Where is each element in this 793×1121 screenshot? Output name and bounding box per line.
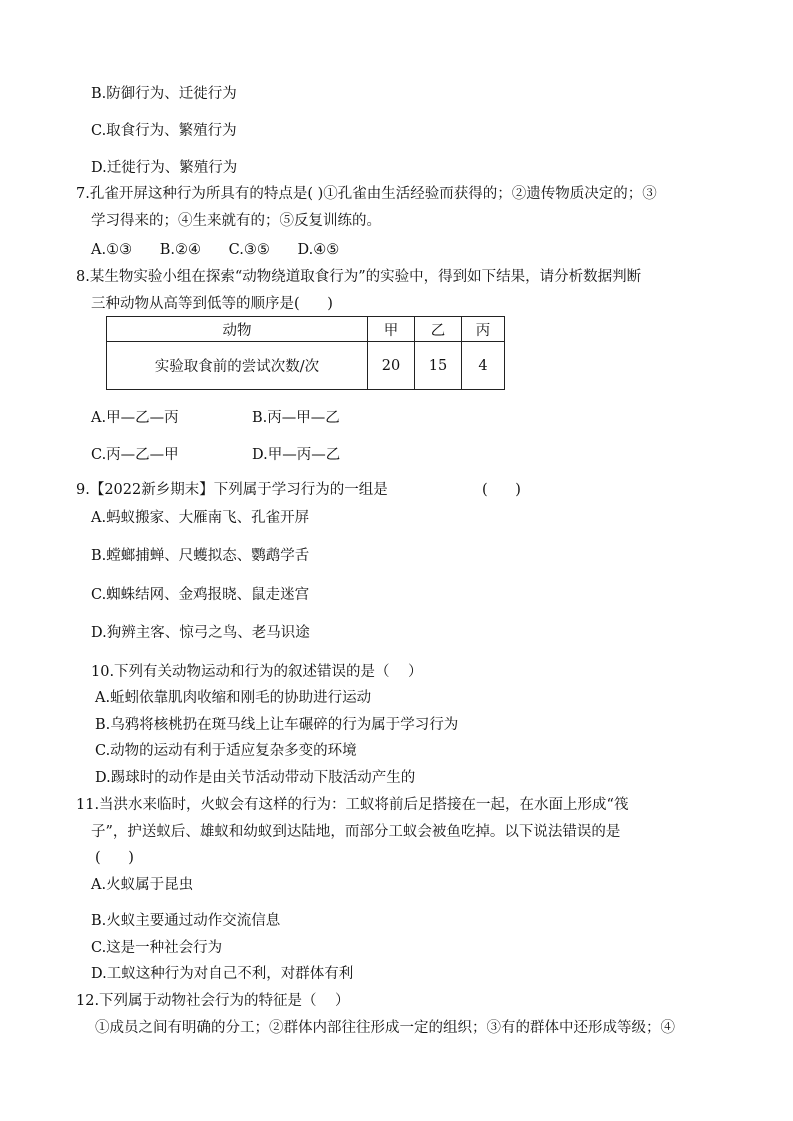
- table-cell: 实验取食前的尝试次数/次: [107, 342, 368, 390]
- q8-option-b: B.丙—甲—乙: [252, 410, 340, 426]
- q10-option-a: A.蚯蚓依靠肌肉收缩和刚毛的协助进行运动: [95, 690, 372, 706]
- table-header-cell: 动物: [107, 317, 368, 342]
- q9-option-d: D.狗辨主客、惊弓之鸟、老马识途: [91, 625, 310, 641]
- table-cell: 4: [462, 342, 505, 390]
- q9-option-c: C.蜘蛛结网、金鸡报晓、鼠走迷宫: [91, 587, 310, 603]
- q8-data-table: [106, 316, 505, 390]
- table-header-cell: 甲: [368, 317, 415, 342]
- q8-option-d: D.甲—丙—乙: [252, 447, 341, 463]
- q9-option-a: A.蚂蚁搬家、大雁南飞、孔雀开屏: [91, 510, 310, 526]
- q8-stem-line1: 8.某生物实验小组在探索“动物绕道取食行为”的实验中，得到如下结果，请分析数据判断: [76, 269, 642, 285]
- q8-stem-line2: 三种动物从高等到低等的顺序是( ): [91, 296, 333, 312]
- q7-stem-line1: 7.孔雀开屏这种行为所具有的特点是( )①孔雀由生活经验而获得的；②遗传物质决定的；③: [76, 186, 657, 202]
- q12-line2: ①成员之间有明确的分工；②群体内部往往形成一定的组织；③有的群体中还形成等级；④: [95, 1020, 675, 1036]
- q11-stem-line1: 11.当洪水来临时，火蚁会有这样的行为：工蚁将前后足搭接在一起，在水面上形成“筏: [76, 797, 629, 813]
- q11-option-c: C.这是一种社会行为: [91, 940, 223, 956]
- q10-option-b: B.乌鸦将核桃扔在斑马线上让车碾碎的行为属于学习行为: [95, 717, 459, 733]
- q7-stem-line2: 学习得来的；④生来就有的；⑤反复训练的。: [91, 213, 381, 229]
- q9-answer-paren: ( ): [482, 482, 521, 498]
- q8-option-c: C.丙—乙—甲: [91, 447, 179, 463]
- q11-option-d: D.工蚁这种行为对自己不利，对群体有利: [91, 966, 354, 982]
- table-header-row: [107, 317, 505, 342]
- table-header-cell: 丙: [462, 317, 505, 342]
- q11-option-a: A.火蚁属于昆虫: [91, 877, 194, 893]
- q12-stem: 12.下列属于动物社会行为的特征是（ ）: [76, 993, 350, 1009]
- q7-options: A.①③ B.②④ C.③⑤ D.④⑤: [91, 242, 340, 258]
- q6-option-c: C.取食行为、繁殖行为: [91, 123, 237, 139]
- q11-answer-paren: ( ): [95, 850, 134, 866]
- q11-stem-line2: 子”，护送蚁后、雄蚁和幼蚁到达陆地，而部分工蚁会被鱼吃掉。以下说法错误的是: [91, 824, 621, 840]
- q8-option-a: A.甲—乙—丙: [91, 410, 179, 426]
- q10-option-d: D.踢球时的动作是由关节活动带动下肢活动产生的: [95, 770, 416, 786]
- table-header-cell: 乙: [415, 317, 462, 342]
- q6-option-b: B.防御行为、迁徙行为: [91, 86, 237, 102]
- q10-stem: 10.下列有关动物运动和行为的叙述错误的是（ ）: [91, 664, 423, 680]
- table-cell: 15: [415, 342, 462, 390]
- q10-option-c: C.动物的运动有利于适应复杂多变的环境: [95, 743, 357, 759]
- table-row: [107, 342, 505, 390]
- q9-stem: 9.【2022新乡期末】下列属于学习行为的一组是: [76, 482, 388, 498]
- q6-option-d: D.迁徙行为、繁殖行为: [91, 160, 238, 176]
- table-cell: 20: [368, 342, 415, 390]
- q9-option-b: B.螳螂捕蝉、尺蠖拟态、鹦鹉学舌: [91, 548, 310, 564]
- q11-option-b: B.火蚁主要通过动作交流信息: [91, 913, 281, 929]
